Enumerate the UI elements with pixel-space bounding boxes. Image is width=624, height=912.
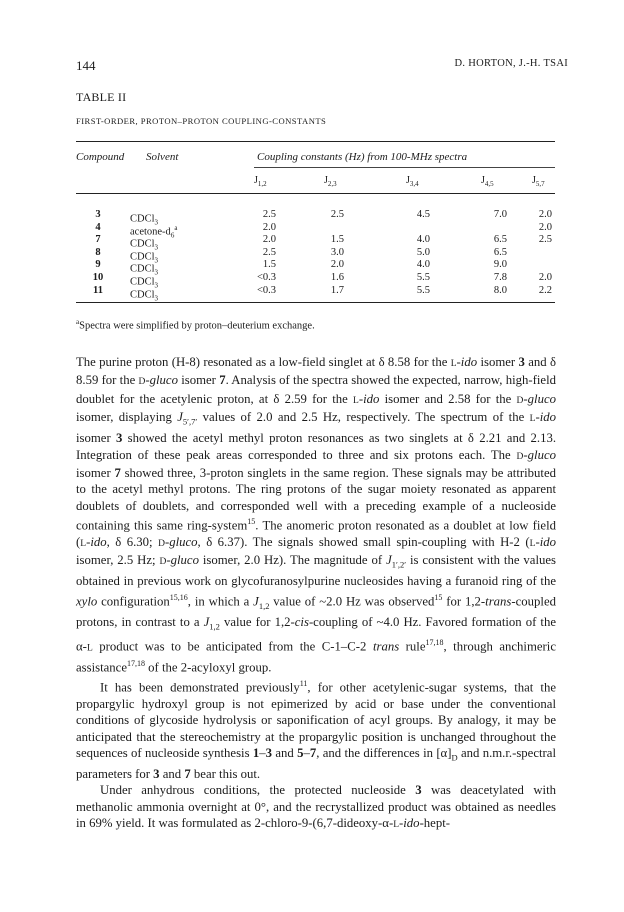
- text-run: was deacetylated with methanolic ammonia overnight at 0°, and the recrystallized product was obtained as needles in 69% yield. It was formulated as 2-chloro-9-(6,7-dideoxy-α-: [76, 783, 556, 831]
- text-run: 3: [153, 766, 160, 781]
- compound-cell: 10: [92, 271, 104, 283]
- j-subscript: 2,3: [327, 180, 337, 188]
- text-run: J: [253, 593, 259, 608]
- text-run: 1′,2′: [391, 559, 407, 570]
- text-run: 7: [184, 766, 191, 781]
- text-run: -: [399, 816, 404, 831]
- text-run: L: [86, 643, 93, 654]
- j57-cell: [512, 259, 552, 272]
- j-symbol: J: [254, 175, 258, 186]
- text-run: isomer: [177, 373, 220, 388]
- paragraph-1: [76, 354, 556, 676]
- j45-cell: 6.5: [493, 246, 507, 258]
- text-run: 17,18: [126, 659, 145, 669]
- text-run: 1: [252, 745, 260, 760]
- solvent-name: CDCl: [130, 238, 155, 250]
- text-run: 15,16: [169, 592, 188, 602]
- compound-cell: 11: [93, 284, 103, 296]
- text-run: 1,2: [209, 621, 220, 632]
- text-run: L: [529, 414, 536, 425]
- text-run: J: [386, 553, 392, 568]
- j12-cell: 1.5: [262, 259, 276, 271]
- j34-cell: 5.5: [416, 271, 430, 283]
- text-run: 7: [219, 373, 226, 388]
- text-run: 15: [434, 592, 443, 602]
- text-run: 3: [265, 745, 273, 760]
- text-run: gluco: [527, 391, 556, 406]
- text-run: 1,2: [258, 600, 270, 611]
- text-run: trans: [372, 639, 400, 654]
- text-run: cis: [294, 614, 309, 629]
- text-run: L: [529, 538, 536, 549]
- j-subscript: 3,4: [409, 180, 419, 188]
- text-run: ido: [539, 410, 556, 425]
- j57-column: [512, 209, 552, 297]
- text-run: , in which a: [187, 593, 254, 608]
- text-run: L: [80, 538, 87, 549]
- solvent-subscript: 3: [154, 218, 159, 227]
- j57-cell: 2.0: [538, 271, 552, 283]
- text-run: -: [456, 355, 461, 369]
- col-header-j57: [532, 175, 545, 188]
- j34-cell: 5.0: [416, 246, 430, 258]
- text-run: –: [259, 745, 266, 760]
- text-run: 15: [247, 517, 256, 527]
- text-run: and: [272, 745, 298, 760]
- text-run: -: [358, 391, 364, 406]
- compound-cell: 4: [95, 221, 101, 233]
- text-run: . The anomeric proton resonated as a doublet at low field (: [76, 518, 557, 549]
- j-symbol: J: [532, 175, 536, 186]
- j-symbol: J: [324, 175, 328, 186]
- col-header-j34: [406, 175, 419, 188]
- table-subcaption: FIRST-ORDER, PROTON–PROTON COUPLING-CONSTANTS: [76, 116, 327, 126]
- text-run: ido: [539, 534, 556, 549]
- col-header-coupling: Coupling constants (Hz) from 100-MHz spectra: [257, 151, 468, 163]
- text-run: xylo: [76, 593, 98, 608]
- solvent-subscript: 3: [154, 268, 159, 277]
- text-run: 17,18: [425, 637, 444, 647]
- j57-cell: 2.5: [538, 234, 552, 246]
- text-run: 7: [309, 745, 317, 760]
- j45-column: [467, 209, 507, 297]
- text-run: bear this out.: [190, 766, 261, 781]
- j12-cell: 2.5: [262, 209, 276, 220]
- text-run: ido: [403, 816, 420, 831]
- paragraph-3: [76, 782, 556, 833]
- text-run: -: [145, 373, 150, 388]
- solvent-cell: [130, 272, 240, 290]
- text-run: isomer, 2.0 Hz). The magnitude of: [198, 553, 387, 568]
- j12-cell: 2.0: [262, 234, 276, 246]
- table-footnote: [76, 318, 315, 332]
- text-run: trans: [485, 593, 512, 608]
- paragraph-2: [76, 676, 556, 782]
- text-run: 5: [297, 745, 304, 760]
- j34-cell: [390, 222, 430, 235]
- text-run: D: [451, 752, 458, 763]
- text-run: D: [138, 377, 146, 388]
- text-run: -: [166, 553, 171, 568]
- text-run: , for other acetylenic-sugar systems, that the propargylic hydroxyl group is not epimerized by acid or base under the conventional conditions of glycoside hydrolysis or saponification of acyl groups. By analogy, it may be anticipated that the stereochemistry at the propargylic position is unchanged throughout the sequences of nucleoside synthesis: [76, 680, 556, 760]
- text-run: -: [523, 391, 528, 406]
- j45-cell: 6.5: [493, 234, 507, 246]
- text-run: gluco: [169, 534, 198, 549]
- j-symbol: J: [481, 175, 485, 186]
- text-run: isomer: [76, 431, 116, 446]
- running-head-authors: D. HORTON, J.-H. TSAI: [454, 58, 568, 69]
- text-run: , and the differences in [α]: [316, 745, 452, 760]
- text-run: 3: [415, 783, 422, 798]
- j34-column: [390, 209, 430, 297]
- compound-cell: 7: [95, 234, 101, 246]
- j57-cell: [512, 247, 552, 260]
- j-subscript: 5,7: [535, 180, 545, 188]
- solvent-cell: [130, 247, 240, 265]
- col-header-compound: Compound: [76, 151, 125, 163]
- text-run: , δ 6.37). The signals showed small spin-coupling with H-2 (: [197, 534, 530, 549]
- j57-cell: 2.0: [538, 209, 552, 220]
- j23-cell: 3.0: [330, 246, 344, 258]
- text-run: 5′,7′: [182, 416, 198, 427]
- col-header-j45: [481, 175, 494, 188]
- text-run: 3: [115, 431, 123, 446]
- text-run: , δ 6.30;: [106, 534, 159, 549]
- text-run: 3: [518, 355, 525, 369]
- text-run: isomer and 2.58 for the: [379, 391, 517, 406]
- text-run: showed three, 3-proton singlets in the same region. These signals may be attributed to the acetyl methyl protons. The ring protons of the sugar moiety resonated as apparent doublets of doublets, and corresponded well with a preceding example of a nucleoside containing this same ring-system: [76, 465, 556, 533]
- solvent-cell: [130, 209, 240, 227]
- text-run: gluco: [170, 553, 199, 568]
- text-run: isomer: [76, 465, 115, 480]
- text-run: value for 1,2-: [219, 614, 295, 629]
- text-run: for 1,2-: [442, 593, 486, 608]
- text-run: D: [158, 538, 165, 549]
- text-run: -hept-: [419, 816, 451, 831]
- text-run: D: [516, 395, 524, 406]
- text-run: values of 2.0 and 2.5 Hz, respectively. The spectrum of the: [197, 410, 530, 425]
- solvent-column: [130, 209, 240, 303]
- text-run: product was to be anticipated from the C-1–C-2: [92, 639, 373, 654]
- text-run: J: [203, 614, 210, 629]
- table-header-rule: [76, 193, 555, 194]
- text-run: 11: [299, 679, 308, 689]
- text-run: -: [86, 534, 91, 549]
- solvent-subscript: 3: [154, 256, 159, 265]
- solvent-cell: [130, 222, 240, 240]
- j45-cell: 8.0: [493, 284, 507, 296]
- text-run: The purine proton (H-8) resonated as a low-field singlet at δ 8.58 for the: [76, 355, 451, 369]
- text-run: configuration: [97, 593, 170, 608]
- text-run: -coupled protons, in contrast to a: [76, 593, 556, 629]
- solvent-subscript: 3: [154, 281, 159, 290]
- table-group-rule: [254, 167, 555, 168]
- solvent-subscript: 3: [154, 243, 159, 252]
- solvent-cell: [130, 234, 240, 252]
- j23-cell: 2.5: [330, 209, 344, 220]
- j34-cell: 5.5: [416, 284, 430, 296]
- text-run: isomer: [477, 355, 519, 369]
- solvent-name: CDCl: [130, 289, 155, 301]
- text-run: rule: [399, 639, 426, 654]
- text-run: Under anhydrous conditions, the protected nucleoside: [100, 783, 416, 798]
- j23-column: [304, 209, 344, 297]
- solvent-subscript: 3: [154, 294, 159, 303]
- j34-cell: 4.0: [416, 234, 430, 246]
- text-run: L: [450, 359, 457, 369]
- text-run: , through anchimeric assistance: [76, 639, 556, 675]
- text-run: and δ 8.59 for the: [76, 355, 556, 388]
- text-run: ido: [363, 391, 380, 406]
- page-number: 144: [76, 58, 96, 73]
- j23-cell: 1.7: [330, 284, 344, 296]
- j45-cell: [467, 222, 507, 235]
- text-run: L: [393, 820, 400, 831]
- text-run: -: [164, 534, 170, 549]
- j34-cell: 4.5: [416, 209, 430, 220]
- j12-column: [236, 209, 276, 297]
- col-header-solvent: Solvent: [146, 151, 179, 163]
- text-run: is consistent with the values obtained in previous work on glycofuranosylpurine nucleosides having a furanoid ring of the: [76, 553, 556, 589]
- j-symbol: J: [406, 175, 410, 186]
- j23-cell: [304, 222, 344, 235]
- compound-column: [84, 209, 112, 297]
- solvent-name: CDCl: [130, 263, 155, 275]
- j34-cell: 4.0: [416, 259, 430, 271]
- page-header: [76, 58, 568, 74]
- table-bottom-rule: [76, 302, 555, 303]
- text-run: 7: [114, 465, 121, 480]
- j45-cell: 7.8: [493, 271, 507, 283]
- text-run: ido: [90, 534, 107, 549]
- text-run: . Analysis of the spectra showed the expected, narrow, high-field doublet for the acetylenic proton, at δ 2.59 for the: [76, 373, 556, 406]
- j12-cell: <0.3: [256, 271, 276, 283]
- compound-cell: 3: [95, 209, 101, 220]
- j12-cell: 2.0: [262, 221, 276, 233]
- text-run: value of ~2.0 Hz was observed: [269, 593, 435, 608]
- footnote-mark: a: [76, 318, 80, 326]
- solvent-name: acetone-d: [130, 226, 171, 238]
- j12-cell: 2.5: [262, 246, 276, 258]
- col-header-j12: [254, 175, 267, 188]
- text-run: isomer, 2.5 Hz;: [76, 553, 160, 568]
- j-subscript: 4,5: [484, 180, 494, 188]
- text-run: -: [535, 410, 540, 425]
- compound-cell: 9: [95, 259, 101, 271]
- text-run: isomer, displaying: [76, 410, 178, 425]
- text-run: gluco: [527, 447, 556, 462]
- text-run: It has been demonstrated previously: [100, 680, 300, 695]
- j-subscript: 1,2: [257, 180, 267, 188]
- body-text: [76, 354, 556, 834]
- text-run: J: [177, 410, 183, 425]
- solvent-name: CDCl: [130, 251, 155, 263]
- text-run: and n.m.r.-spectral parameters for: [76, 745, 556, 781]
- solvent-subscript: 6: [170, 231, 175, 240]
- text-run: L: [353, 395, 359, 406]
- j57-cell: 2.0: [538, 221, 552, 233]
- text-run: –: [303, 745, 310, 760]
- text-run: D: [159, 557, 167, 568]
- solvent-name: CDCl: [130, 213, 155, 225]
- solvent-cell: [130, 259, 240, 277]
- text-run: D: [516, 451, 524, 462]
- solvent-cell: [130, 285, 240, 303]
- solvent-name: CDCl: [130, 276, 155, 288]
- j23-cell: 1.6: [330, 271, 344, 283]
- j57-cell: 2.2: [538, 284, 552, 296]
- footnote-text: Spectra were simplified by proton–deuterium exchange.: [79, 320, 315, 332]
- j23-cell: 2.0: [330, 259, 344, 271]
- solvent-footnote-mark: a: [174, 223, 178, 232]
- text-run: -: [535, 534, 540, 549]
- col-header-j23: [324, 175, 337, 188]
- text-run: and: [159, 766, 185, 781]
- text-run: ido: [460, 355, 478, 369]
- text-run: -: [523, 447, 528, 462]
- j45-cell: 9.0: [493, 259, 507, 271]
- table-top-rule: [76, 141, 555, 142]
- j12-cell: <0.3: [256, 284, 276, 296]
- text-run: -coupling of ~4.0 Hz. Favored formation of the α-: [76, 614, 556, 654]
- j45-cell: 7.0: [493, 209, 507, 220]
- j23-cell: 1.5: [330, 234, 344, 246]
- table-caption: TABLE II: [76, 90, 127, 104]
- text-run: showed the acetyl methyl proton resonances as two singlets at δ 2.21 and 2.13. Integration of these peak areas corresponded to three and six protons each. The: [76, 431, 557, 462]
- text-run: gluco: [149, 373, 178, 388]
- compound-cell: 8: [95, 246, 101, 258]
- text-run: of the 2-acyloxyl group.: [144, 660, 272, 675]
